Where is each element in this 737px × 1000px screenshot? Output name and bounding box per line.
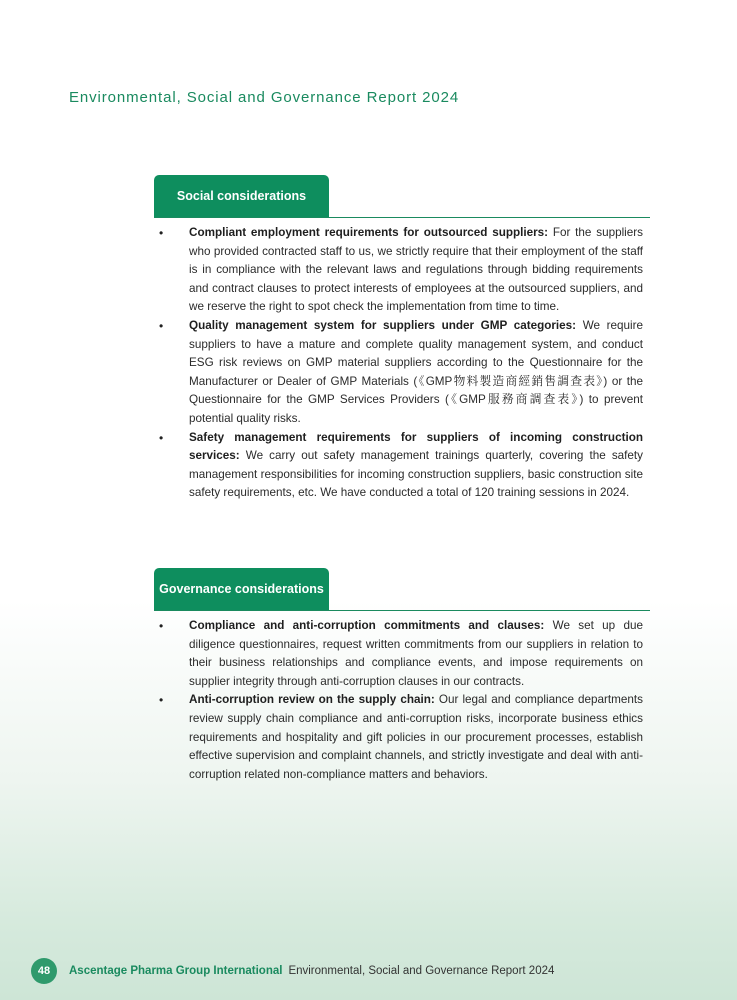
social-considerations-section [154,175,650,503]
bullet-icon: • [159,430,164,445]
social-tab-row [154,175,650,218]
page-header-title: Environmental, Social and Governance Report 2024 [69,89,460,106]
bullet-icon: • [159,226,164,240]
list-item [154,317,650,429]
social-bullet-list [154,218,650,503]
governance-bullet-list [154,611,650,784]
governance-tab-row [154,568,650,611]
item-heading: Quality management system for suppliers under GMP categories: [189,318,577,332]
governance-considerations-tab: Governance considerations [154,568,329,610]
item-heading: Safety management requirements for suppliers of incoming construction services: [189,430,643,463]
list-item [154,691,650,784]
list-item [154,224,650,317]
item-text: Our legal and compliance departments review supply chain compliance and anti-corruption risks, incorporate business ethics requirements and hospitality and gift policies in our procurement processes, establish effective supervision and complaint channels, and strictly investigate and deal with anti-corruption related non-compliance matters and behaviors. [189,693,643,781]
bullet-icon: • [159,693,164,708]
list-item [154,429,650,503]
company-name: Ascentage Pharma Group International [69,965,283,977]
governance-considerations-section [154,568,650,784]
item-text: We carry out safety management trainings quarterly, covering the safety management responsibilities for incoming construction suppliers, basic construction site safety requirements, etc. We have conducted a total of 120 training sessions in 2024. [189,449,643,500]
social-considerations-tab: Social considerations [154,175,329,217]
item-text: We set up due diligence questionnaires, request written commitments from our suppliers in relation to their business relationships and compliance events, and impose requirements on supplier integrity through anti-corruption clauses in our contracts. [189,619,644,688]
bullet-icon: • [159,619,164,633]
item-heading: Compliance and anti-corruption commitments and clauses: [189,619,545,632]
report-name: Environmental, Social and Governance Report 2024 [288,965,555,977]
bullet-icon: • [159,318,164,333]
item-heading: Compliant employment requirements for outsourced suppliers: [189,226,549,239]
page-footer [31,958,554,984]
item-text: We require suppliers to have a mature and complete quality management system, and conduct ESG risk reviews on GMP material suppliers according to the Questionnaire for the Manufacturer or Dealer of GMP Materials (《GMP物料製造商經銷售調查表》) or the Questionnaire for the GMP Services Providers (《GMP服務商調查表》) to prevent potential quality risks. [189,318,644,425]
item-text: For the suppliers who provided contracted staff to us, we strictly require that their employment of the staff is in compliance with the relevant laws and regulations through bidding requirements and contract clauses to protect interests of employees at the outsourced suppliers, and we reserve the right to spot check the implementation from time to time. [189,226,643,314]
page-number-badge: 48 [31,958,57,984]
item-heading: Anti-corruption review on the supply chain: [189,693,435,707]
list-item [154,617,650,691]
